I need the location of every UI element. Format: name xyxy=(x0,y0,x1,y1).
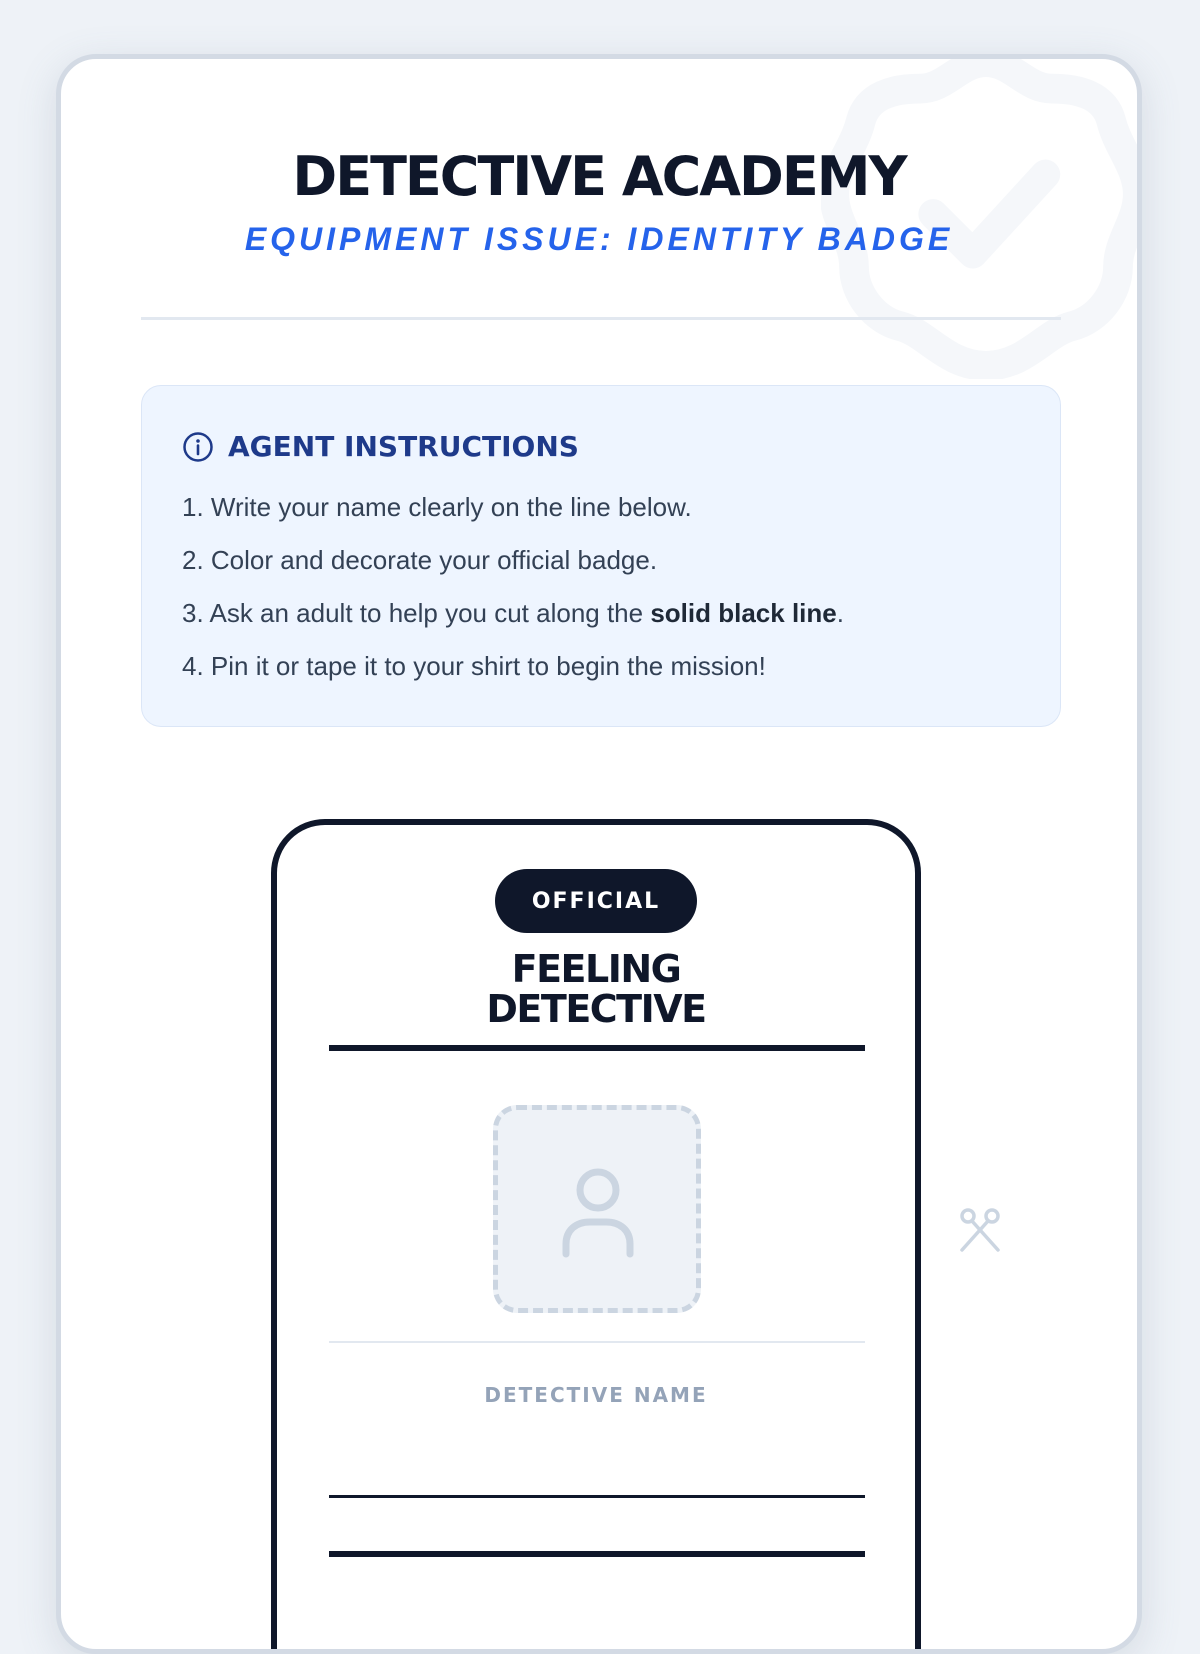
user-icon xyxy=(560,1166,636,1258)
badge-title-underline xyxy=(329,1045,865,1051)
instructions-panel xyxy=(141,385,1061,727)
badge-bottom-rule xyxy=(329,1551,865,1557)
instructions-list xyxy=(182,492,844,704)
instruction-item: 3. Ask an adult to help you cut along the solid black line. xyxy=(182,598,844,628)
badge-title-line: DETECTIVE xyxy=(486,987,706,1031)
instruction-item: 1. Write your name clearly on the line below. xyxy=(182,492,692,522)
instruction-emphasis: solid black line xyxy=(650,598,837,628)
instructions-header xyxy=(182,430,579,463)
badge-title xyxy=(277,949,915,1029)
badge-divider xyxy=(329,1341,865,1343)
page-subtitle: EQUIPMENT ISSUE: IDENTITY BADGE xyxy=(244,221,954,257)
name-label: DETECTIVE NAME xyxy=(484,1383,708,1407)
worksheet-page xyxy=(56,54,1142,1654)
identity-badge xyxy=(271,819,921,1654)
instruction-item: 2. Color and decorate your official badge. xyxy=(182,545,658,575)
info-icon xyxy=(182,431,214,463)
header-divider xyxy=(141,317,1061,320)
official-pill: OFFICIAL xyxy=(495,869,697,933)
badge-title-line: FEELING xyxy=(511,947,681,991)
name-write-line[interactable] xyxy=(329,1495,865,1498)
scissors-icon xyxy=(956,1206,1004,1254)
badge-check-icon xyxy=(821,54,1142,379)
instructions-title: AGENT INSTRUCTIONS xyxy=(228,430,579,463)
photo-placeholder[interactable] xyxy=(493,1105,701,1313)
instruction-item: 4. Pin it or tape it to your shirt to begin the mission! xyxy=(182,651,766,681)
page-title: DETECTIVE ACADEMY xyxy=(292,145,906,208)
